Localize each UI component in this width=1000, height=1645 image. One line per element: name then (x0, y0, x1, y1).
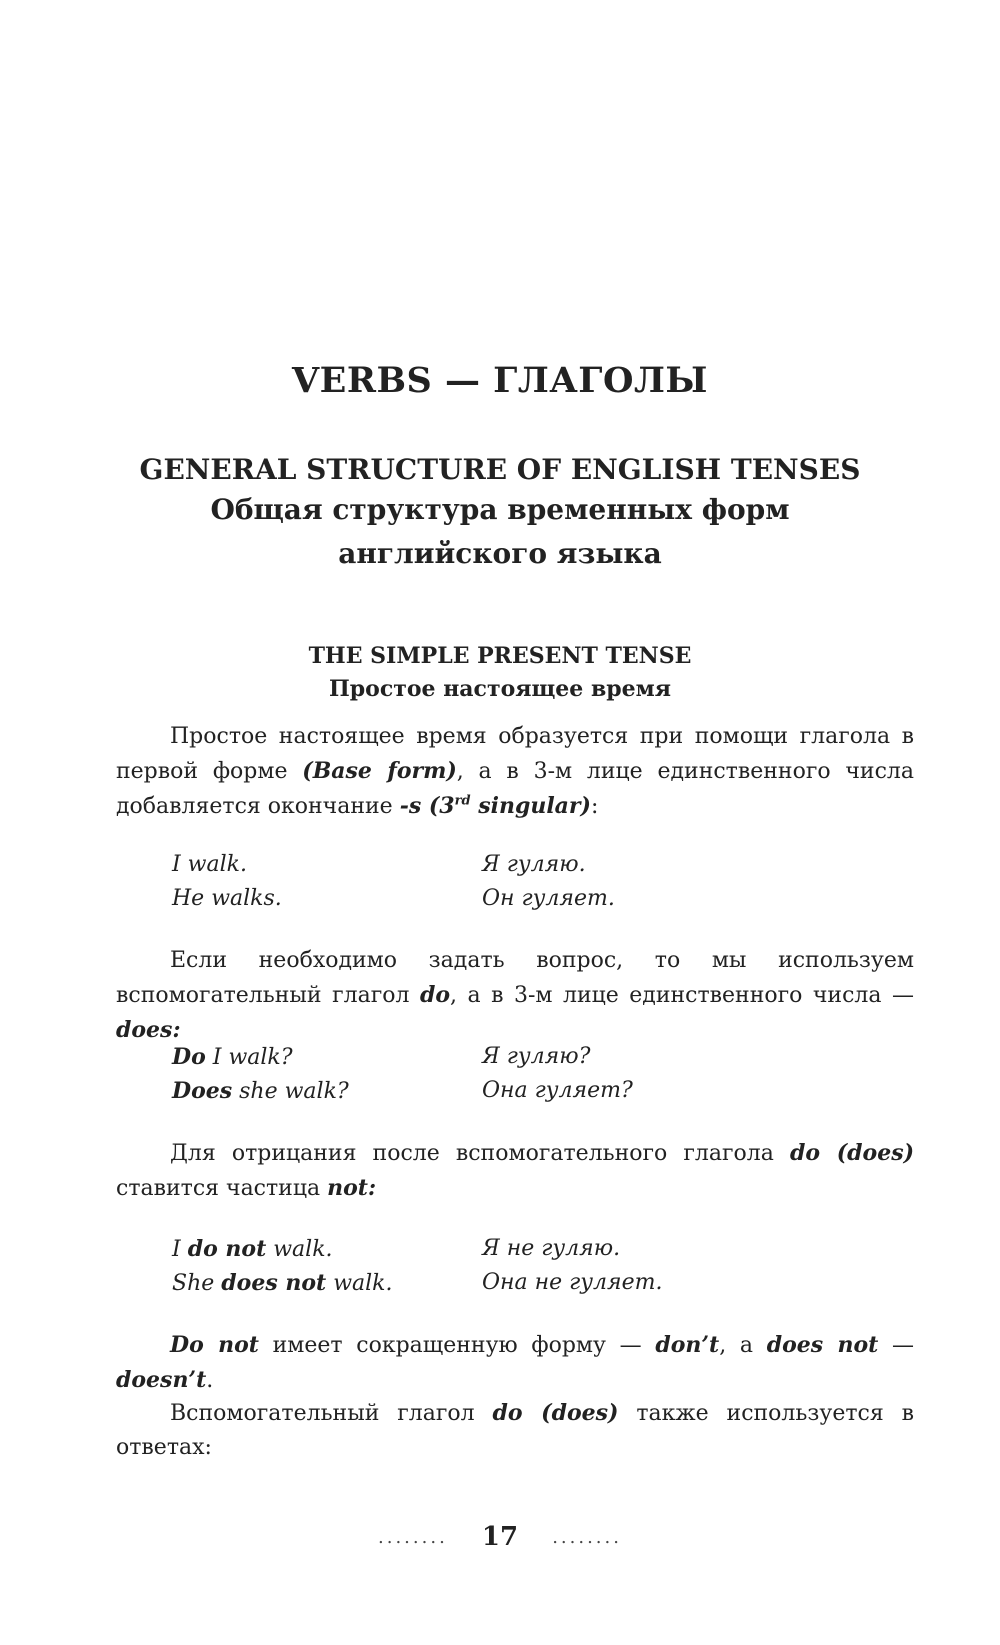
subsection-title-ru: Простое настоящее время (329, 676, 671, 702)
example-en (172, 1040, 482, 1074)
example-en (172, 1232, 482, 1266)
para2-text-1: Если необходимо задать вопрос, то мы используем вспомогательный глагол (116, 948, 914, 1008)
example-en-post: walk. (326, 1271, 393, 1296)
para5-bold-1: do (does) (492, 1400, 619, 1426)
section-title-ru-line1: Общая структура временных форм (210, 493, 790, 526)
para1-bold-3: singular) (470, 793, 591, 819)
paragraph-negation (116, 1136, 914, 1206)
para4-bold-1: Do not (170, 1332, 259, 1358)
examples-negative (172, 1232, 932, 1300)
para4-text-2: , а (719, 1333, 767, 1358)
example-ru: Я не гуляю. (482, 1236, 621, 1261)
page-number: 17 (481, 1522, 519, 1552)
para2-bold-1: do (419, 982, 450, 1008)
para1-text-2: , а в 3-м лице единственного числа добавляется окончание (116, 759, 914, 819)
example-ru: Она не гуляет. (482, 1270, 663, 1295)
para4-text-4: . (206, 1368, 214, 1393)
examples-affirmative (172, 848, 932, 916)
section-title-en: GENERAL STRUCTURE OF ENGLISH TENSES (139, 453, 861, 486)
example-row (172, 1266, 932, 1300)
example-en-rest: she walk? (232, 1079, 349, 1104)
example-row (172, 1040, 932, 1074)
example-en-bold: Do (172, 1044, 206, 1070)
para2-bold-2: does: (116, 1017, 181, 1043)
section-title-ru-line2: английского языка (338, 537, 662, 570)
para3-bold-2: not: (327, 1175, 377, 1201)
example-en-post: walk. (266, 1237, 333, 1262)
para1-superscript: rd (454, 793, 471, 809)
example-en-bold: do not (187, 1236, 267, 1262)
example-row (172, 848, 932, 882)
para4-bold-3: does not (766, 1332, 879, 1358)
chapter-title: VERBS — ГЛАГОЛЫ (292, 360, 708, 401)
example-ru: Я гуляю? (482, 1044, 591, 1069)
subsection-title-en: THE SIMPLE PRESENT TENSE (308, 643, 692, 669)
para4-text-1: имеет сокращенную форму — (258, 1333, 656, 1358)
example-ru: Он гуляет. (482, 886, 615, 911)
example-row (172, 1232, 932, 1266)
para4-bold-4: doesn’t (116, 1367, 207, 1393)
section-heading (0, 452, 1000, 576)
para5-text-1: Вспомогательный глагол (170, 1401, 493, 1426)
example-row (172, 1074, 932, 1108)
para1-text-1: Простое настоящее время образуется при помощи глагола в первой форме (116, 724, 914, 784)
para5-text-2: также используется в ответах: (116, 1401, 914, 1460)
para1-bold-1: (Base form) (302, 758, 457, 784)
example-ru: Я гуляю. (482, 852, 586, 877)
example-row (172, 882, 932, 916)
para3-bold-1: do (does) (789, 1140, 914, 1166)
paragraph-answers (116, 1396, 914, 1465)
example-en-pre: I (172, 1237, 188, 1262)
examples-question (172, 1040, 932, 1108)
paragraph-base-form (116, 720, 914, 824)
para3-text-2: ставится частица (116, 1176, 328, 1201)
para1-text-3: : (590, 794, 599, 819)
footer-dots-right: ........ (552, 1526, 622, 1548)
para1-bold-2: -s (3 (399, 793, 455, 819)
example-en: I walk. (172, 852, 247, 877)
footer-dots-left: ........ (378, 1526, 448, 1548)
example-en-rest: I walk? (205, 1045, 293, 1070)
example-en: He walks. (172, 886, 282, 911)
example-en (172, 1074, 482, 1108)
example-en (172, 1266, 482, 1300)
para4-text-3: — (878, 1333, 914, 1358)
paragraph-question (116, 944, 914, 1048)
para3-text-1: Для отрицания после вспомогательного глагола (170, 1141, 790, 1166)
para2-text-2: , а в 3-м лице единственного числа — (450, 983, 914, 1008)
page-footer (0, 1522, 1000, 1552)
example-en-pre: She (172, 1271, 222, 1296)
example-ru: Она гуляет? (482, 1078, 633, 1103)
example-en-bold: Does (172, 1078, 233, 1104)
para4-bold-2: don’t (655, 1332, 720, 1358)
subsection-heading (0, 640, 1000, 706)
example-en-bold: does not (221, 1270, 327, 1296)
paragraph-contractions (116, 1328, 914, 1398)
